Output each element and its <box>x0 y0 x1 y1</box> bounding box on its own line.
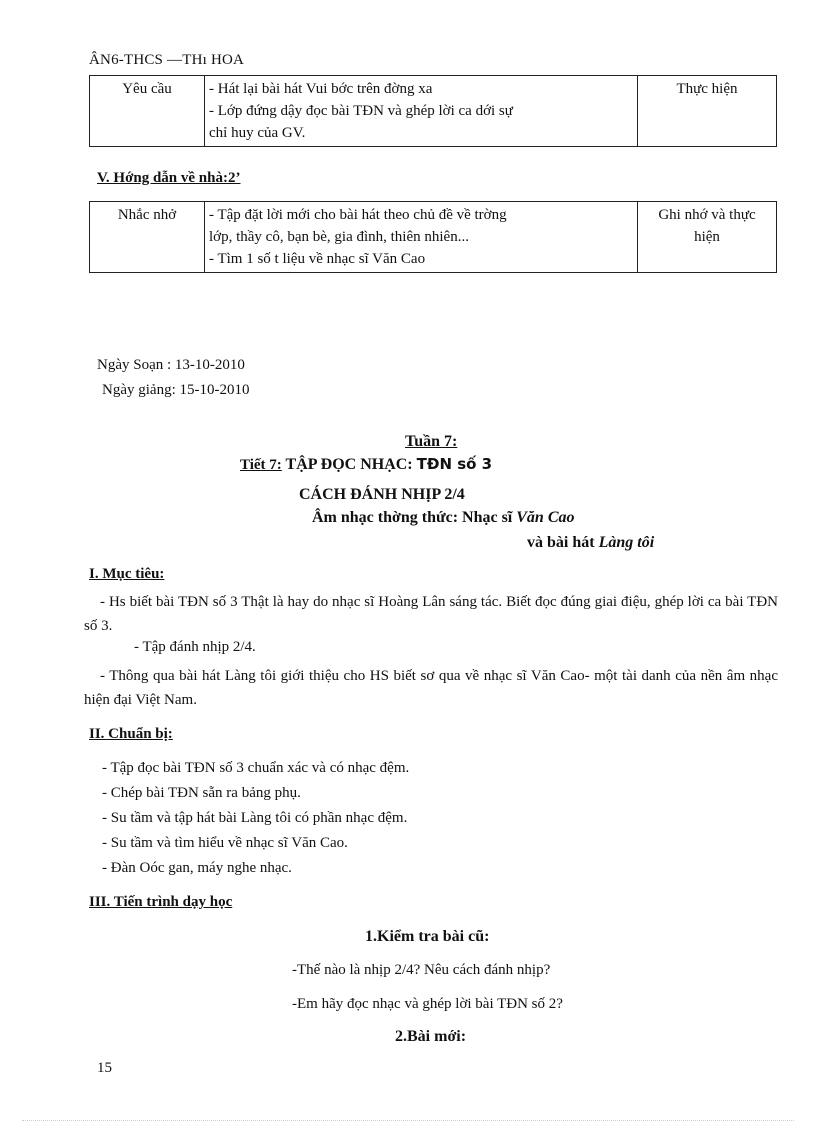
table-cell-label: Yêu cầu <box>90 76 205 147</box>
table-cell-label: Nhắc nhở <box>90 202 205 273</box>
table-cell-action: Thực hiện <box>638 76 777 147</box>
appreciation-label: Âm nhạc thờng thức: Nhạc sĩ <box>312 509 517 526</box>
content-line: - Tìm 1 số t liệu về nhạc sĩ Văn Cao <box>209 251 426 267</box>
prep-item: - Chép bài TĐN sẵn ra bảng phụ. <box>102 785 301 801</box>
prep-item: - Tập đọc bài TĐN số 3 chuẩn xác và có nhạc đệm. <box>102 760 410 776</box>
subsection-review: 1.Kiểm tra bài cũ: <box>365 928 490 945</box>
requirement-table <box>89 75 777 147</box>
action-line: hiện <box>694 229 720 245</box>
content-line: chỉ huy của GV. <box>209 125 306 141</box>
song-line <box>527 534 654 552</box>
section-iii-heading: III. Tiến trình dạy học <box>89 894 233 910</box>
song-name: Làng tôi <box>598 534 655 551</box>
objective-paragraph: - Thông qua bài hát Làng tôi giới thiệu cho HS biết sơ qua về nhạc sĩ Văn Cao- một tài danh của nền âm nhạc hiện đại Việt Nam. <box>84 668 778 708</box>
lesson-number: Tiết 7: <box>240 457 282 473</box>
action-line: Ghi nhớ và thực <box>658 207 756 223</box>
music-appreciation-line <box>312 509 575 527</box>
table-cell-content <box>205 76 638 147</box>
review-question: -Thế nào là nhịp 2/4? Nêu cách đánh nhịp? <box>292 962 551 978</box>
page-header: ÂN6-THCS —THı HOA <box>89 52 245 68</box>
homework-table <box>89 201 777 273</box>
section-i-heading: I. Mục tiêu: <box>89 566 165 582</box>
objective-line: - Tập đánh nhịp 2/4. <box>134 639 256 655</box>
lesson-topic: TẬP ĐỌC NHẠC: <box>281 456 417 473</box>
section-v-heading: V. Hớng dẫn về nhà:2’ <box>97 170 241 186</box>
lesson-tdn: TĐN số 3 <box>416 455 493 473</box>
content-line: - Lớp đứng dậy đọc bài TĐN và ghép lời ca dới sự <box>209 103 513 119</box>
review-question: -Em hãy đọc nhạc và ghép lời bài TĐN số 2? <box>292 996 563 1012</box>
prep-item: - Su tầm và tìm hiểu về nhạc sĩ Văn Cao. <box>102 835 348 851</box>
table-cell-action <box>638 202 777 273</box>
objective-paragraph: - Hs biết bài TĐN số 3 Thật là hay do nhạc sĩ Hoàng Lân sáng tác. Biết đọc đúng giai điệu, ghép lời ca bài TĐN số 3. <box>84 594 778 634</box>
prep-item: - Su tầm và tập hát bài Làng tôi có phần nhạc đệm. <box>102 810 408 826</box>
composer-name: Văn Cao <box>516 509 575 526</box>
date-prepared: Ngày Soạn : 13-10-2010 <box>97 357 245 373</box>
table-row <box>90 202 777 273</box>
content-line: lớp, thầy cô, bạn bè, gia đình, thiên nhiên... <box>209 229 469 245</box>
page-edge-divider <box>22 1120 794 1121</box>
lesson-title <box>240 455 492 474</box>
lesson-subtitle: CÁCH ĐÁNH NHỊP 2/4 <box>299 486 465 503</box>
page-number: 15 <box>97 1060 112 1076</box>
date-taught: Ngày giảng: 15-10-2010 <box>102 382 250 398</box>
section-ii-heading: II. Chuẩn bị: <box>89 726 173 742</box>
table-row <box>90 76 777 147</box>
subsection-new-lesson: 2.Bài mới: <box>395 1028 467 1045</box>
prep-item: - Đàn Oóc gan, máy nghe nhạc. <box>102 860 292 876</box>
table-cell-content <box>205 202 638 273</box>
week-title: Tuần 7: <box>405 433 458 450</box>
content-line: - Hát lại bài hát Vui bớc trên đờng xa <box>209 81 433 97</box>
content-line: - Tập đặt lời mới cho bài hát theo chủ đề về trờng <box>209 207 507 223</box>
song-label: và bài hát <box>527 534 599 551</box>
